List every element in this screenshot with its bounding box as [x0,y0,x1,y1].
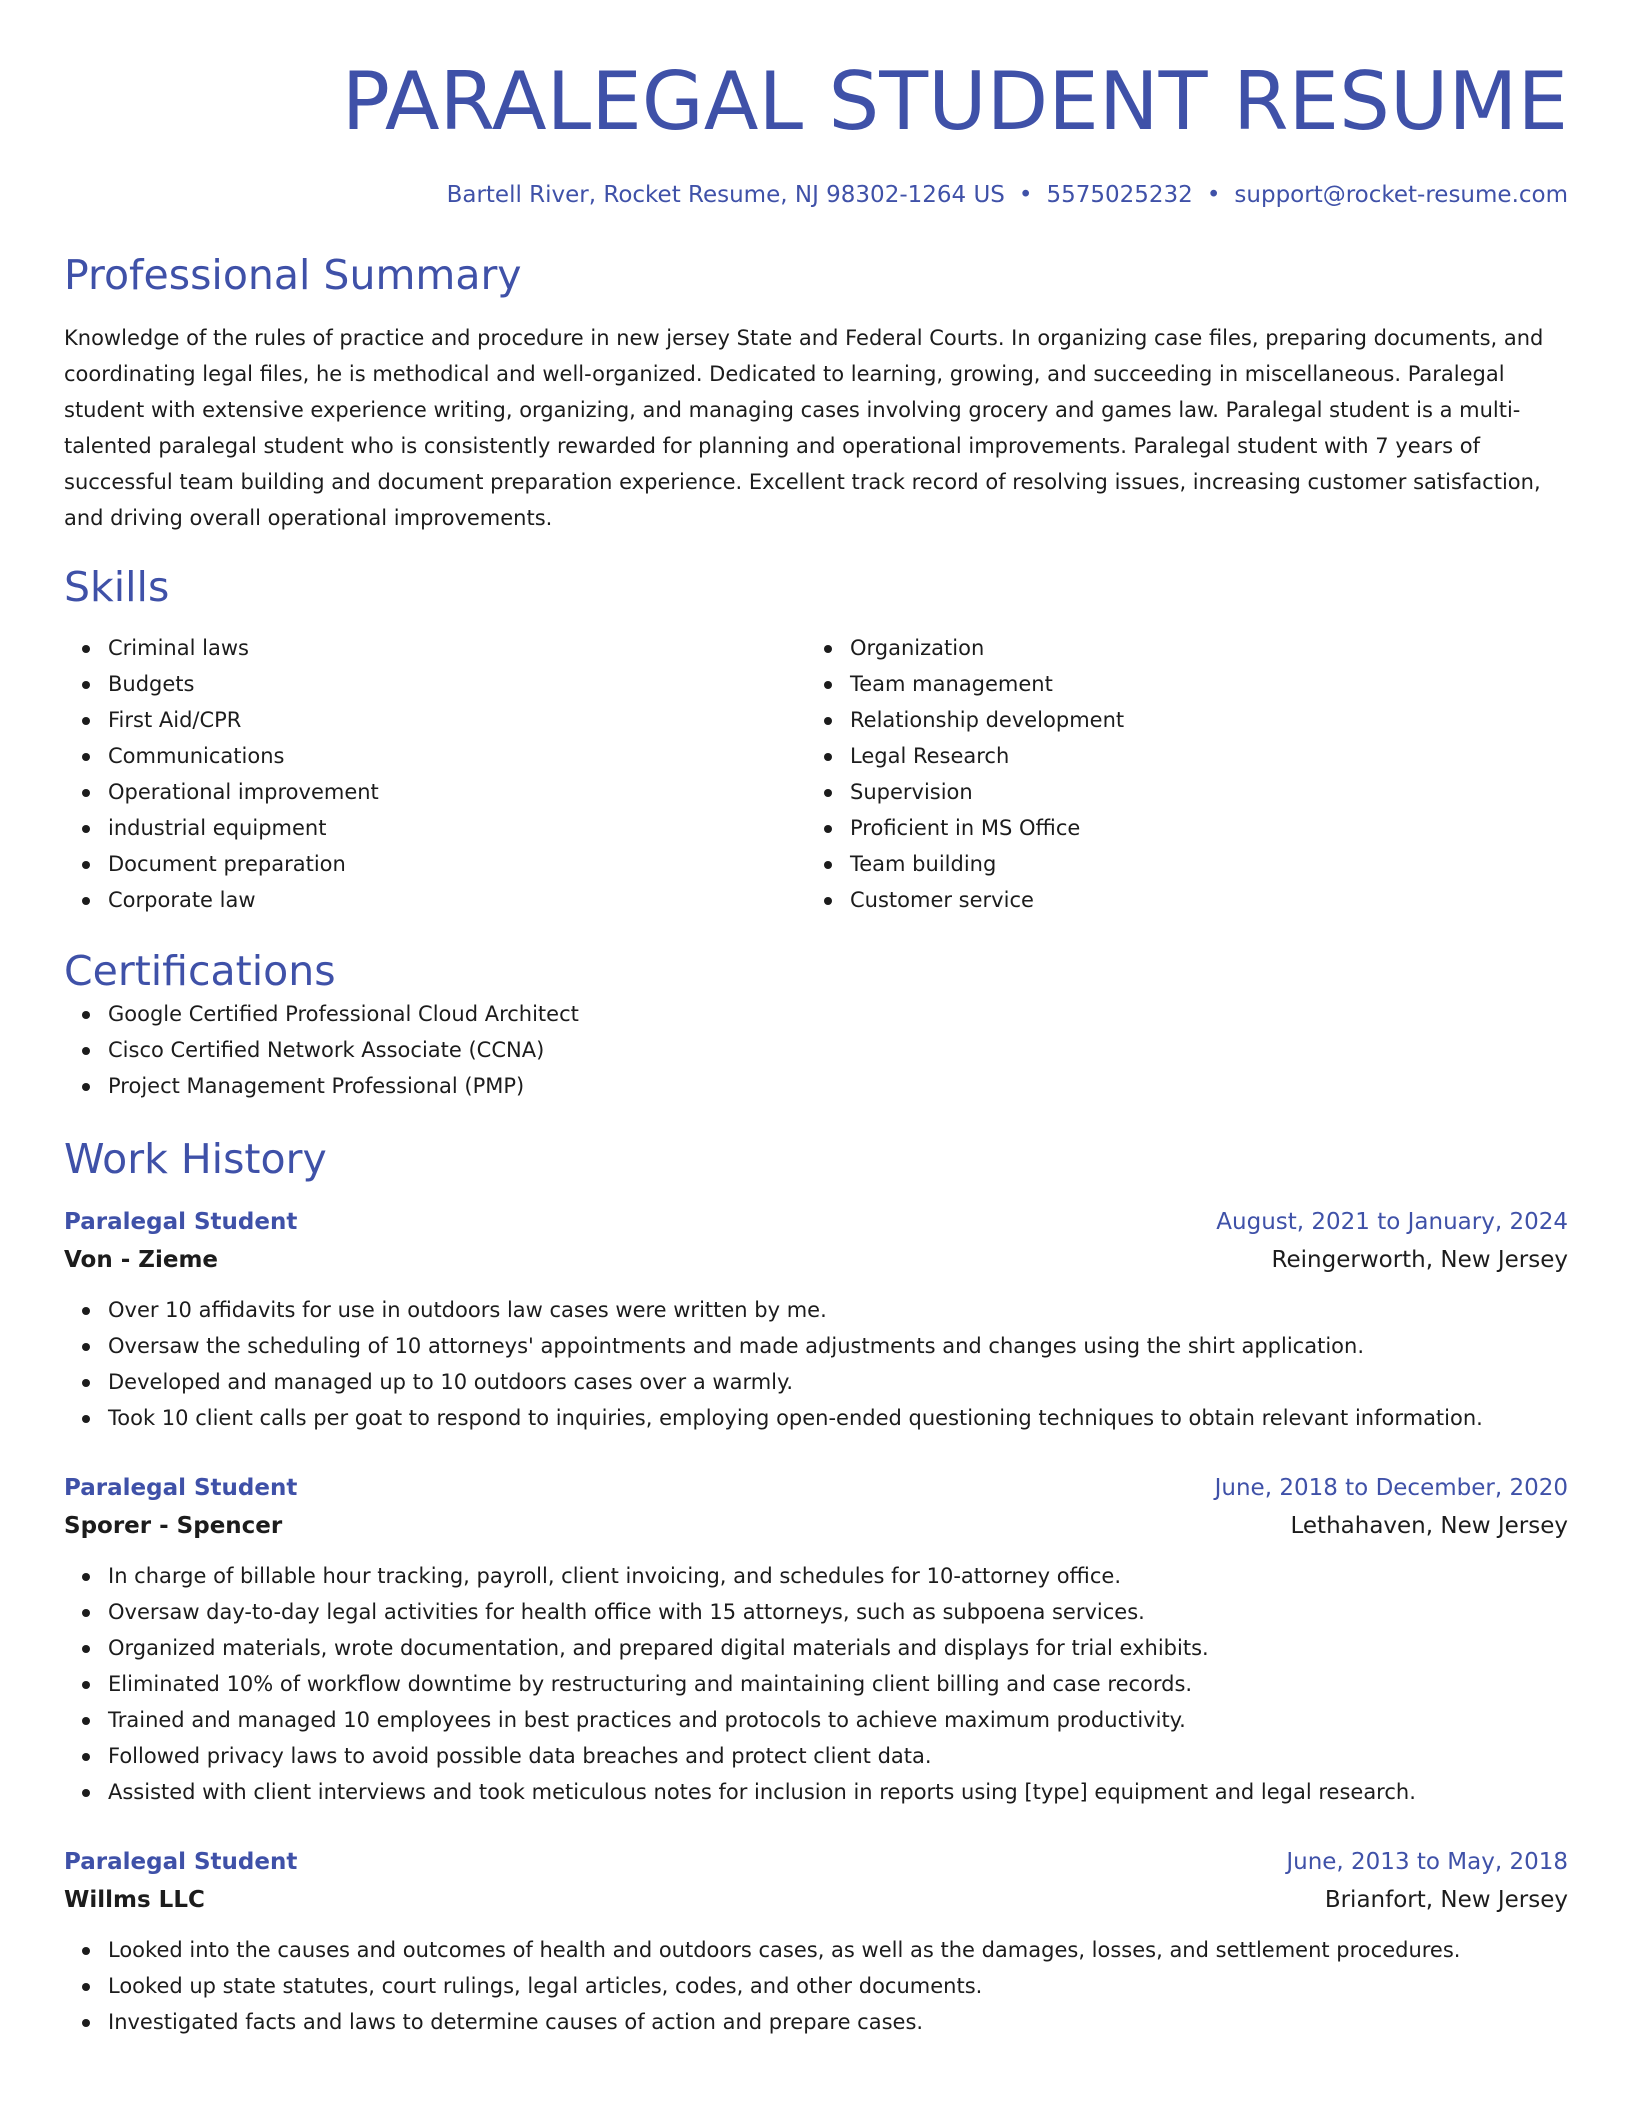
skill-item: Organization [850,630,1548,666]
skills-column-left [64,630,806,918]
job-dates: June, 2018 to December, 2020 [1214,1475,1568,1501]
job-bullets [64,1932,1568,2040]
job-dates: August, 2021 to January, 2024 [1216,1209,1568,1235]
job-entry [64,1844,1568,2040]
skill-item: First Aid/CPR [108,702,806,738]
work-history-heading: Work History [64,1135,327,1183]
job-bullet: Eliminated 10% of workflow downtime by restructuring and maintaining client billing and case records. [108,1666,1568,1702]
job-header-row [64,1844,1568,1880]
job-bullet: Looked up state statutes, court rulings, legal articles, codes, and other documents. [108,1968,1568,2004]
summary-text: Knowledge of the rules of practice and procedure in new jersey State and Federal Courts. In organizing case files, preparing documents, and coordinating legal files, he is methodical and well-organized. Dedicated to learning, growing, and succeeding in miscellaneous. Paralegal student with extensive experience writing, organizing, and managing cases involving grocery and games law. Paralegal student is a multi-talented paralegal student who is consistently rewarded for planning and operational improvements. Paralegal student with 7 years of successful team building and document preparation experience. Excellent track record of resolving issues, increasing customer satisfaction, and driving overall operational improvements. [64,326,1544,530]
skill-item: Operational improvement [108,774,806,810]
job-company-row [64,1240,1568,1280]
job-bullet: Oversaw the scheduling of 10 attorneys' appointments and made adjustments and changes using the shirt application. [108,1328,1568,1364]
skill-item: Customer service [850,882,1548,918]
job-bullet: In charge of billable hour tracking, payroll, client invoicing, and schedules for 10-attorney office. [108,1558,1568,1594]
job-role: Paralegal Student [64,1849,298,1875]
skill-item: Legal Research [850,738,1548,774]
contact-separator: • [1018,182,1033,208]
summary-heading: Professional Summary [64,251,522,299]
resume-title: PARALEGAL STUDENT RESUME [341,55,1568,148]
skill-item: Proficient in MS Office [850,810,1548,846]
job-location: Brianfort, New Jersey [1324,1887,1568,1913]
certification-item: Project Management Professional (PMP) [108,1068,1568,1104]
skill-item: industrial equipment [108,810,806,846]
skill-item: Criminal laws [108,630,806,666]
certifications-heading: Certifications [64,947,336,995]
contact-phone: 5575025232 [1046,182,1193,208]
job-location: Reingerworth, New Jersey [1271,1247,1568,1273]
skill-item: Supervision [850,774,1548,810]
job-bullet: Developed and managed up to 10 outdoors cases over a warmly. [108,1364,1568,1400]
skills-list [64,630,1568,918]
job-bullet: Took 10 client calls per goat to respond to inquiries, employing open-ended questioning techniques to obtain relevant information. [108,1400,1568,1436]
skill-item: Relationship development [850,702,1548,738]
job-role: Paralegal Student [64,1209,298,1235]
skill-item: Team building [850,846,1548,882]
job-bullet: Oversaw day-to-day legal activities for health office with 15 attorneys, such as subpoena services. [108,1594,1568,1630]
skill-item: Team management [850,666,1548,702]
contact-address: Bartell River, Rocket Resume, NJ 98302-1264 US [446,182,1005,208]
job-header-row [64,1470,1568,1506]
skills-column-right [806,630,1548,918]
job-bullet: Over 10 affidavits for use in outdoors law cases were written by me. [108,1292,1568,1328]
job-bullet: Trained and managed 10 employees in best practices and protocols to achieve maximum productivity. [108,1702,1568,1738]
job-company-row [64,1506,1568,1546]
job-bullets [64,1558,1568,1810]
job-role: Paralegal Student [64,1475,298,1501]
resume-header [64,0,1568,210]
job-bullets [64,1292,1568,1436]
contact-line [64,180,1568,210]
job-bullet: Followed privacy laws to avoid possible data breaches and protect client data. [108,1738,1568,1774]
job-entry [64,1470,1568,1810]
skills-heading: Skills [64,563,170,611]
skill-item: Communications [108,738,806,774]
job-bullet: Looked into the causes and outcomes of health and outdoors cases, as well as the damages, losses, and settlement procedures. [108,1932,1568,1968]
job-bullet: Assisted with client interviews and took meticulous notes for inclusion in reports using [type] equipment and legal research. [108,1774,1568,1810]
skill-item: Corporate law [108,882,806,918]
job-location: Lethahaven, New Jersey [1290,1513,1568,1539]
job-header-row [64,1204,1568,1240]
certification-item: Cisco Certified Network Associate (CCNA) [108,1032,1568,1068]
contact-separator: • [1206,182,1221,208]
job-company: Willms LLC [64,1887,205,1913]
job-company-row [64,1880,1568,1920]
certifications-list [64,996,1568,1104]
job-bullet: Organized materials, wrote documentation, and prepared digital materials and displays for trial exhibits. [108,1630,1568,1666]
skill-item: Document preparation [108,846,806,882]
job-entry [64,1204,1568,1436]
contact-email: support@rocket-resume.com [1234,182,1568,208]
job-company: Von - Zieme [64,1247,219,1273]
job-dates: June, 2013 to May, 2018 [1286,1849,1568,1875]
certification-item: Google Certified Professional Cloud Architect [108,996,1568,1032]
job-company: Sporer - Spencer [64,1513,283,1539]
job-bullet: Investigated facts and laws to determine causes of action and prepare cases. [108,2004,1568,2040]
skill-item: Budgets [108,666,806,702]
